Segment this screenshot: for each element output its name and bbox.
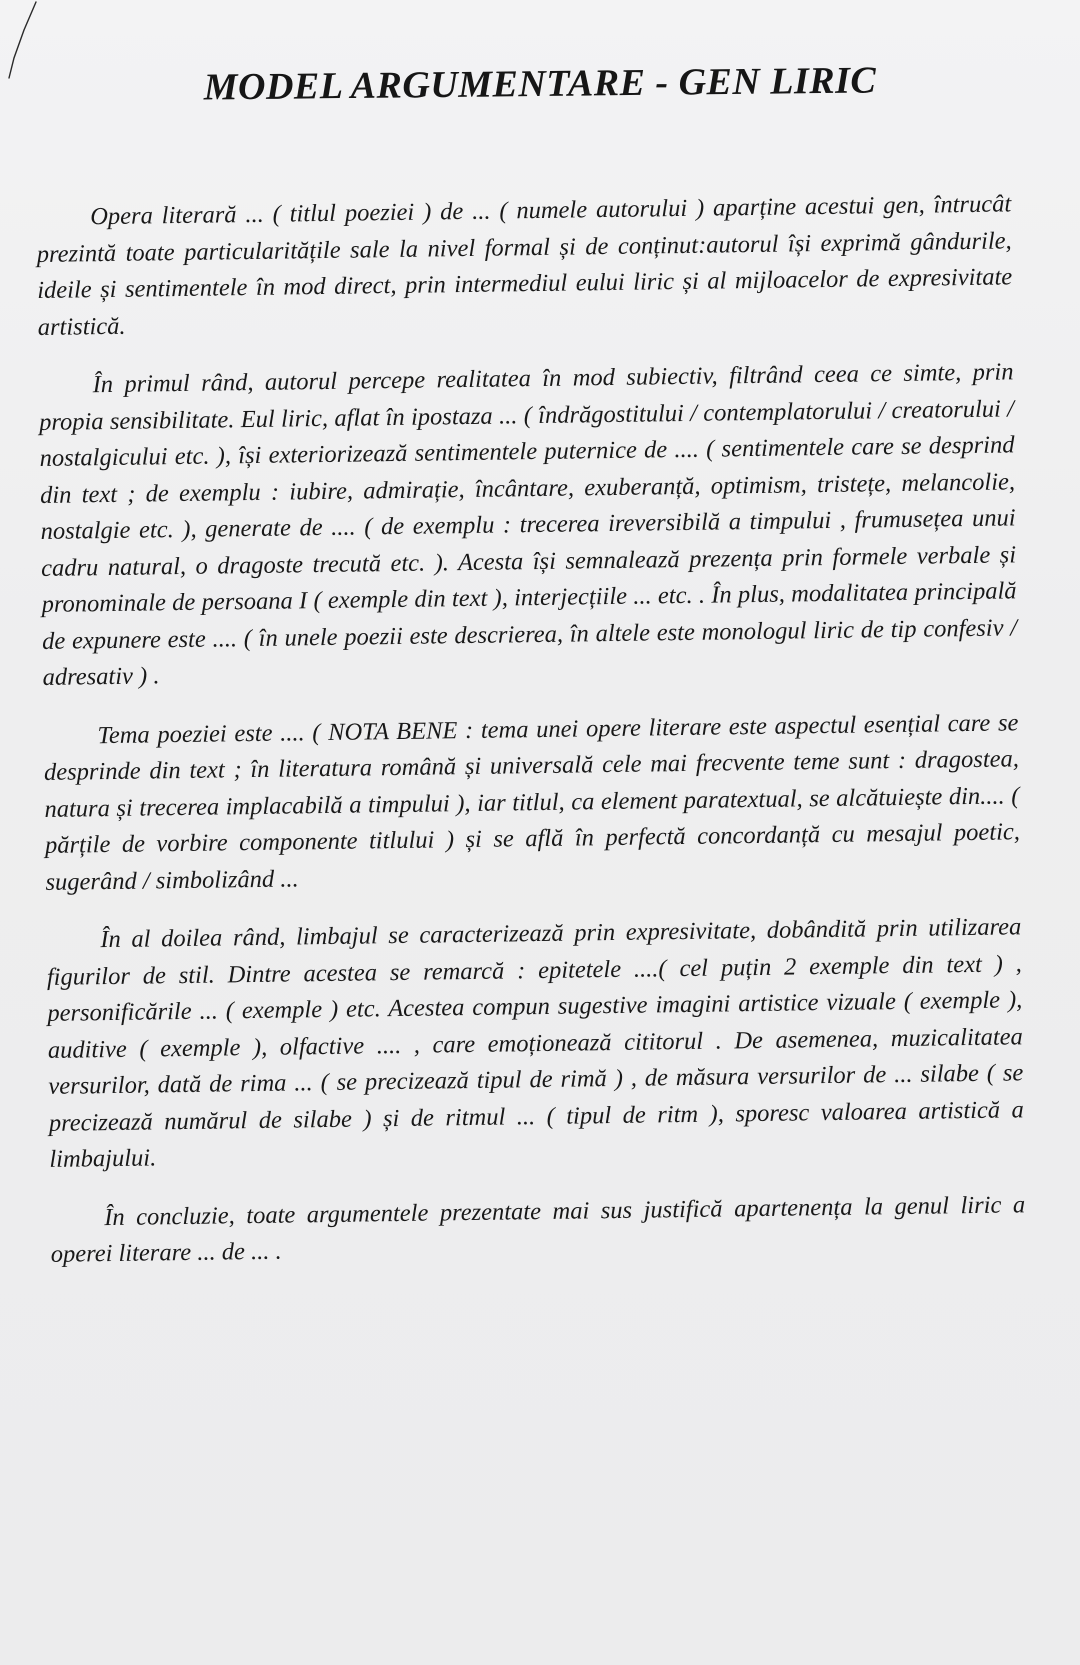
paragraph-theme-title: Tema poeziei este .... ( NOTA BENE : tema unei opere literare este aspectul esențial care se desprinde din text ; în literatura română și universală cele mai frecvente teme sunt : dragostea, natura și trecerea implacabilă a timpului ), iar titlul, ca element paratextual, se alcătuiește din.... ( părțile de vorbire componente titlului ) și se află în perfectă concordanță cu mesajul poetic, sugerând / simbolizând ... — [43, 708, 1021, 896]
paragraph-intro: Opera literară ... ( titlul poeziei ) de ... ( numele autorului ) aparține acestui gen, întrucât prezintă toate particularitățile sale la nivel formal și de conținut:autorul își exprimă gândurile, ideile și sentimentele în mod direct, prin intermediul eului liric și al mijloacelor de expresivitate artistică. — [36, 190, 1013, 341]
paragraph-first-argument: În primul rând, autorul percepe realitatea în mod subiectiv, filtrând ceea ce simte, prin propia sensibilitate. Eul liric, aflat în ipostaza ... ( îndrăgostitului / contemplatorului / creatorului / nostalgicului etc. ), își exteriorizează sentimentele puternice de .... ( sentimentele care se desprind din text ; de exemplu : iubire, admirație, încântare, exuberanță, optimism, tristețe, melancolie, nostalgie etc. ), generate de .... ( de exemplu : trecerea ireversibilă a timpului , frumusețea unui cadru natural, o dragoste trecută etc. ). Acesta își semnalează prezența prin formele verbale și pronominale de persoana I ( exemple din text ), interjecțiile ... etc. . În plus, modalitatea principală de expunere este .... ( în unele poezii este descrierea, în altele este monologul liric de tip confesiv / adresativ ) . — [38, 358, 1018, 691]
document-title: MODEL ARGUMENTARE - GEN LIRIC — [203, 59, 877, 109]
document-body — [36, 186, 1026, 1295]
paragraph-second-argument: În al doilea rând, limbajul se caracterizează prin expresivitate, dobândită prin utilizarea figurilor de stil. Dintre acestea se remarcă : epitetele ....( cel puțin 2 exemple din text ) , personificările ... ( exemple ) etc. Acestea compun sugestive imagini artistice vizuale ( exemple ), auditive ( exemple ), olfactive .... , care emoționează cititorul . De asemenea, muzicalitatea versurilor, dată de rima ... ( se precizează tipul de rimă ) , de măsura versurilor de ... silabe ( se precizează numărul de silabe ) și de ritmul ... ( tipul de ritm ), sporesc valoarea artistică a limbajului. — [46, 913, 1024, 1173]
paragraph-conclusion: În concluzie, toate argumentele prezentate mai sus justifică apartenența la genul liric a operei literare ... de ... . — [50, 1190, 1026, 1268]
